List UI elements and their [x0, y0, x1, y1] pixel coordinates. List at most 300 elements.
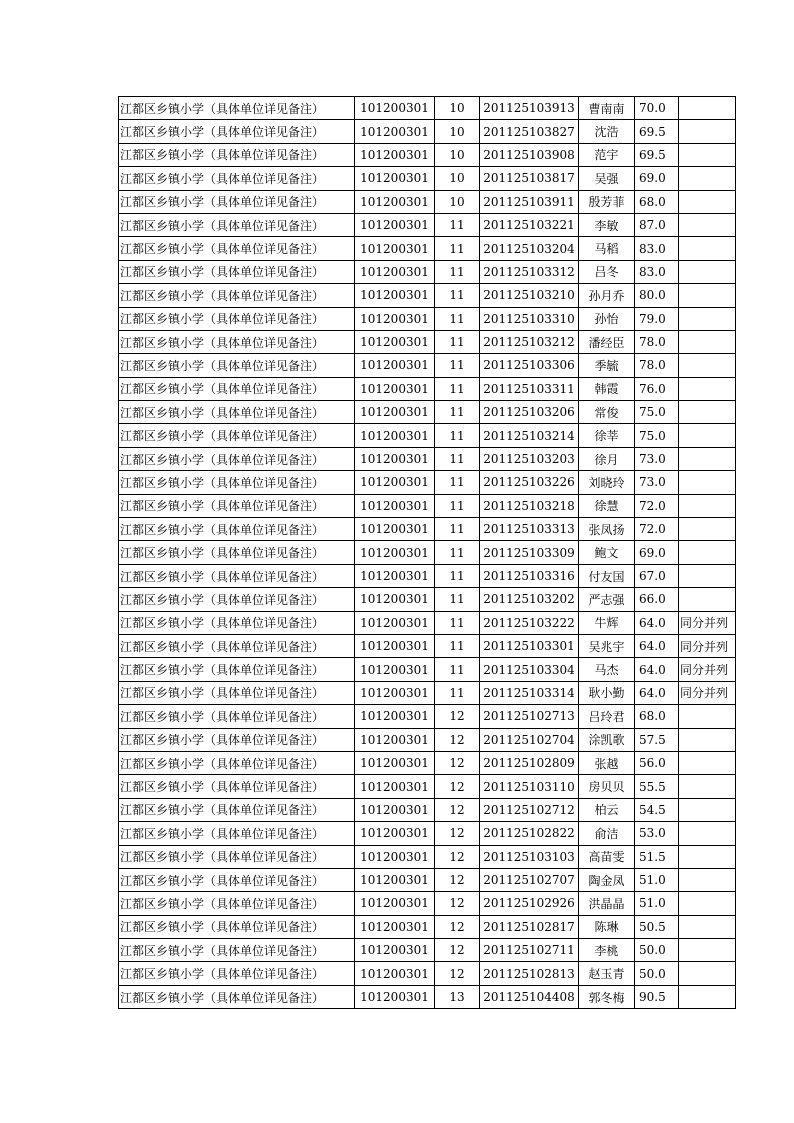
table-row: [119, 143, 736, 166]
unit-cell: 江都区乡镇小学（具体单位详见备注）: [119, 307, 355, 330]
candidate-name-cell: 陶金凤: [579, 868, 635, 891]
ticket-number-cell: 201125103316: [480, 564, 579, 587]
note-cell: [679, 494, 736, 517]
group-cell: 12: [435, 939, 480, 962]
table-row: [119, 213, 736, 236]
note-cell: [679, 892, 736, 915]
group-cell: 10: [435, 97, 480, 120]
candidate-name-cell: 耿小勤: [579, 681, 635, 704]
position-code-cell: 101200301: [355, 120, 435, 143]
group-cell: 11: [435, 564, 480, 587]
position-code-cell: 101200301: [355, 424, 435, 447]
unit-cell: 江都区乡镇小学（具体单位详见备注）: [119, 541, 355, 564]
position-code-cell: 101200301: [355, 728, 435, 751]
table-row: [119, 260, 736, 283]
note-cell: 同分并列: [679, 611, 736, 634]
score-cell: 69.0: [635, 167, 679, 190]
candidate-name-cell: 刘晓玲: [579, 471, 635, 494]
score-cell: 50.5: [635, 915, 679, 938]
note-cell: [679, 939, 736, 962]
group-cell: 11: [435, 377, 480, 400]
table-row: [119, 120, 736, 143]
score-cell: 55.5: [635, 775, 679, 798]
position-code-cell: 101200301: [355, 915, 435, 938]
unit-cell: 江都区乡镇小学（具体单位详见备注）: [119, 939, 355, 962]
group-cell: 12: [435, 962, 480, 985]
note-cell: [679, 447, 736, 470]
group-cell: 11: [435, 588, 480, 611]
ticket-number-cell: 201125103203: [480, 447, 579, 470]
ticket-number-cell: 201125103222: [480, 611, 579, 634]
score-cell: 69.5: [635, 143, 679, 166]
table-row: [119, 354, 736, 377]
candidate-name-cell: 柏云: [579, 798, 635, 821]
group-cell: 11: [435, 354, 480, 377]
table-row: [119, 424, 736, 447]
note-cell: [679, 260, 736, 283]
candidate-name-cell: 吕冬: [579, 260, 635, 283]
ticket-number-cell: 201125103110: [480, 775, 579, 798]
ticket-number-cell: 201125103214: [480, 424, 579, 447]
table-row: [119, 237, 736, 260]
candidate-name-cell: 殷芳菲: [579, 190, 635, 213]
note-cell: [679, 962, 736, 985]
position-code-cell: 101200301: [355, 775, 435, 798]
score-cell: 51.5: [635, 845, 679, 868]
ticket-number-cell: 201125102809: [480, 751, 579, 774]
ticket-number-cell: 201125103817: [480, 167, 579, 190]
score-cell: 75.0: [635, 401, 679, 424]
score-cell: 53.0: [635, 822, 679, 845]
note-cell: 同分并列: [679, 681, 736, 704]
group-cell: 10: [435, 190, 480, 213]
table-row: [119, 588, 736, 611]
score-cell: 68.0: [635, 705, 679, 728]
note-cell: [679, 237, 736, 260]
position-code-cell: 101200301: [355, 97, 435, 120]
group-cell: 12: [435, 705, 480, 728]
table-row: [119, 798, 736, 821]
note-cell: [679, 985, 736, 1008]
table-row: [119, 564, 736, 587]
candidate-name-cell: 涂凯歌: [579, 728, 635, 751]
unit-cell: 江都区乡镇小学（具体单位详见备注）: [119, 143, 355, 166]
note-cell: [679, 167, 736, 190]
position-code-cell: 101200301: [355, 868, 435, 891]
candidate-name-cell: 沈浩: [579, 120, 635, 143]
candidate-name-cell: 孙月乔: [579, 284, 635, 307]
unit-cell: 江都区乡镇小学（具体单位详见备注）: [119, 564, 355, 587]
candidate-name-cell: 张凤扬: [579, 518, 635, 541]
position-code-cell: 101200301: [355, 284, 435, 307]
table-row: [119, 401, 736, 424]
candidate-name-cell: 陈琳: [579, 915, 635, 938]
note-cell: [679, 518, 736, 541]
group-cell: 11: [435, 681, 480, 704]
ticket-number-cell: 201125103218: [480, 494, 579, 517]
position-code-cell: 101200301: [355, 471, 435, 494]
score-cell: 79.0: [635, 307, 679, 330]
position-code-cell: 101200301: [355, 213, 435, 236]
note-cell: [679, 564, 736, 587]
table-row: [119, 985, 736, 1008]
position-code-cell: 101200301: [355, 892, 435, 915]
table-row: [119, 167, 736, 190]
group-cell: 12: [435, 892, 480, 915]
ticket-number-cell: 201125102813: [480, 962, 579, 985]
position-code-cell: 101200301: [355, 751, 435, 774]
unit-cell: 江都区乡镇小学（具体单位详见备注）: [119, 330, 355, 353]
score-cell: 78.0: [635, 330, 679, 353]
position-code-cell: 101200301: [355, 541, 435, 564]
unit-cell: 江都区乡镇小学（具体单位详见备注）: [119, 962, 355, 985]
table-row: [119, 611, 736, 634]
group-cell: 11: [435, 213, 480, 236]
group-cell: 11: [435, 634, 480, 657]
ticket-number-cell: 201125102711: [480, 939, 579, 962]
unit-cell: 江都区乡镇小学（具体单位详见备注）: [119, 611, 355, 634]
unit-cell: 江都区乡镇小学（具体单位详见备注）: [119, 213, 355, 236]
position-code-cell: 101200301: [355, 822, 435, 845]
unit-cell: 江都区乡镇小学（具体单位详见备注）: [119, 260, 355, 283]
note-cell: [679, 97, 736, 120]
ticket-number-cell: 201125103827: [480, 120, 579, 143]
table-row: [119, 868, 736, 891]
ticket-number-cell: 201125103313: [480, 518, 579, 541]
note-cell: [679, 143, 736, 166]
table-row: [119, 681, 736, 704]
score-cell: 87.0: [635, 213, 679, 236]
candidate-name-cell: 潘经臣: [579, 330, 635, 353]
note-cell: [679, 798, 736, 821]
note-cell: [679, 120, 736, 143]
score-cell: 78.0: [635, 354, 679, 377]
unit-cell: 江都区乡镇小学（具体单位详见备注）: [119, 681, 355, 704]
candidate-name-cell: 高苗雯: [579, 845, 635, 868]
ticket-number-cell: 201125103210: [480, 284, 579, 307]
unit-cell: 江都区乡镇小学（具体单位详见备注）: [119, 494, 355, 517]
table-row: [119, 190, 736, 213]
note-cell: [679, 588, 736, 611]
ticket-number-cell: 201125103310: [480, 307, 579, 330]
ticket-number-cell: 201125102707: [480, 868, 579, 891]
ticket-number-cell: 201125102712: [480, 798, 579, 821]
position-code-cell: 101200301: [355, 611, 435, 634]
note-cell: [679, 213, 736, 236]
score-cell: 73.0: [635, 471, 679, 494]
ticket-number-cell: 201125103311: [480, 377, 579, 400]
table-row: [119, 634, 736, 657]
note-cell: [679, 868, 736, 891]
position-code-cell: 101200301: [355, 354, 435, 377]
candidate-name-cell: 吴兆宇: [579, 634, 635, 657]
position-code-cell: 101200301: [355, 588, 435, 611]
position-code-cell: 101200301: [355, 705, 435, 728]
table-row: [119, 915, 736, 938]
score-cell: 56.0: [635, 751, 679, 774]
note-cell: [679, 284, 736, 307]
group-cell: 11: [435, 471, 480, 494]
score-cell: 67.0: [635, 564, 679, 587]
unit-cell: 江都区乡镇小学（具体单位详见备注）: [119, 822, 355, 845]
ticket-number-cell: 201125102817: [480, 915, 579, 938]
table-row: [119, 97, 736, 120]
ticket-number-cell: 201125103221: [480, 213, 579, 236]
unit-cell: 江都区乡镇小学（具体单位详见备注）: [119, 354, 355, 377]
unit-cell: 江都区乡镇小学（具体单位详见备注）: [119, 728, 355, 751]
unit-cell: 江都区乡镇小学（具体单位详见备注）: [119, 634, 355, 657]
ticket-number-cell: 201125103206: [480, 401, 579, 424]
score-cell: 80.0: [635, 284, 679, 307]
score-cell: 69.5: [635, 120, 679, 143]
candidate-name-cell: 孙怡: [579, 307, 635, 330]
table-row: [119, 658, 736, 681]
score-cell: 64.0: [635, 634, 679, 657]
group-cell: 13: [435, 985, 480, 1008]
table-row: [119, 845, 736, 868]
candidate-name-cell: 赵玉青: [579, 962, 635, 985]
table-row: [119, 775, 736, 798]
table-row: [119, 330, 736, 353]
group-cell: 11: [435, 541, 480, 564]
score-cell: 76.0: [635, 377, 679, 400]
score-cell: 70.0: [635, 97, 679, 120]
group-cell: 11: [435, 260, 480, 283]
group-cell: 10: [435, 167, 480, 190]
note-cell: [679, 728, 736, 751]
ticket-number-cell: 201125104408: [480, 985, 579, 1008]
position-code-cell: 101200301: [355, 401, 435, 424]
position-code-cell: 101200301: [355, 962, 435, 985]
candidate-name-cell: 吴强: [579, 167, 635, 190]
unit-cell: 江都区乡镇小学（具体单位详见备注）: [119, 658, 355, 681]
candidate-name-cell: 徐慧: [579, 494, 635, 517]
score-cell: 64.0: [635, 611, 679, 634]
group-cell: 11: [435, 330, 480, 353]
score-cell: 83.0: [635, 237, 679, 260]
unit-cell: 江都区乡镇小学（具体单位详见备注）: [119, 868, 355, 891]
table-row: [119, 705, 736, 728]
note-cell: 同分并列: [679, 634, 736, 657]
candidate-name-cell: 洪晶晶: [579, 892, 635, 915]
group-cell: 12: [435, 822, 480, 845]
candidate-name-cell: 徐月: [579, 447, 635, 470]
position-code-cell: 101200301: [355, 798, 435, 821]
unit-cell: 江都区乡镇小学（具体单位详见备注）: [119, 120, 355, 143]
position-code-cell: 101200301: [355, 634, 435, 657]
score-cell: 72.0: [635, 518, 679, 541]
group-cell: 10: [435, 143, 480, 166]
position-code-cell: 101200301: [355, 330, 435, 353]
candidate-name-cell: 房贝贝: [579, 775, 635, 798]
candidate-name-cell: 徐莘: [579, 424, 635, 447]
unit-cell: 江都区乡镇小学（具体单位详见备注）: [119, 915, 355, 938]
unit-cell: 江都区乡镇小学（具体单位详见备注）: [119, 775, 355, 798]
candidate-name-cell: 季毓: [579, 354, 635, 377]
note-cell: [679, 775, 736, 798]
group-cell: 12: [435, 728, 480, 751]
results-table-body: [119, 97, 736, 1009]
score-cell: 75.0: [635, 424, 679, 447]
candidate-name-cell: 吕玲君: [579, 705, 635, 728]
position-code-cell: 101200301: [355, 143, 435, 166]
score-cell: 54.5: [635, 798, 679, 821]
table-row: [119, 447, 736, 470]
table-row: [119, 284, 736, 307]
unit-cell: 江都区乡镇小学（具体单位详见备注）: [119, 190, 355, 213]
group-cell: 11: [435, 284, 480, 307]
score-cell: 50.0: [635, 939, 679, 962]
note-cell: [679, 401, 736, 424]
ticket-number-cell: 201125102822: [480, 822, 579, 845]
note-cell: [679, 377, 736, 400]
score-cell: 66.0: [635, 588, 679, 611]
score-cell: 64.0: [635, 658, 679, 681]
note-cell: [679, 822, 736, 845]
group-cell: 12: [435, 798, 480, 821]
table-row: [119, 939, 736, 962]
score-cell: 68.0: [635, 190, 679, 213]
candidate-name-cell: 张越: [579, 751, 635, 774]
ticket-number-cell: 201125103103: [480, 845, 579, 868]
candidate-name-cell: 严志强: [579, 588, 635, 611]
unit-cell: 江都区乡镇小学（具体单位详见备注）: [119, 401, 355, 424]
note-cell: [679, 845, 736, 868]
ticket-number-cell: 201125103301: [480, 634, 579, 657]
table-row: [119, 728, 736, 751]
ticket-number-cell: 201125103226: [480, 471, 579, 494]
score-cell: 64.0: [635, 681, 679, 704]
ticket-number-cell: 201125103908: [480, 143, 579, 166]
group-cell: 10: [435, 120, 480, 143]
table-row: [119, 541, 736, 564]
position-code-cell: 101200301: [355, 377, 435, 400]
table-row: [119, 471, 736, 494]
table-row: [119, 518, 736, 541]
group-cell: 11: [435, 424, 480, 447]
position-code-cell: 101200301: [355, 985, 435, 1008]
table-row: [119, 892, 736, 915]
table-row: [119, 751, 736, 774]
note-cell: [679, 424, 736, 447]
unit-cell: 江都区乡镇小学（具体单位详见备注）: [119, 798, 355, 821]
group-cell: 11: [435, 401, 480, 424]
ticket-number-cell: 201125103212: [480, 330, 579, 353]
note-cell: [679, 190, 736, 213]
unit-cell: 江都区乡镇小学（具体单位详见备注）: [119, 985, 355, 1008]
position-code-cell: 101200301: [355, 237, 435, 260]
note-cell: [679, 471, 736, 494]
ticket-number-cell: 201125102926: [480, 892, 579, 915]
note-cell: [679, 705, 736, 728]
candidate-name-cell: 牛辉: [579, 611, 635, 634]
unit-cell: 江都区乡镇小学（具体单位详见备注）: [119, 167, 355, 190]
candidate-name-cell: 付友国: [579, 564, 635, 587]
unit-cell: 江都区乡镇小学（具体单位详见备注）: [119, 892, 355, 915]
group-cell: 11: [435, 237, 480, 260]
table-row: [119, 307, 736, 330]
score-cell: 73.0: [635, 447, 679, 470]
position-code-cell: 101200301: [355, 167, 435, 190]
note-cell: [679, 307, 736, 330]
candidate-name-cell: 李敏: [579, 213, 635, 236]
group-cell: 12: [435, 751, 480, 774]
group-cell: 12: [435, 915, 480, 938]
group-cell: 12: [435, 775, 480, 798]
ticket-number-cell: 201125103913: [480, 97, 579, 120]
candidate-name-cell: 俞洁: [579, 822, 635, 845]
results-table: [118, 96, 736, 1009]
candidate-name-cell: 李桃: [579, 939, 635, 962]
unit-cell: 江都区乡镇小学（具体单位详见备注）: [119, 377, 355, 400]
unit-cell: 江都区乡镇小学（具体单位详见备注）: [119, 424, 355, 447]
unit-cell: 江都区乡镇小学（具体单位详见备注）: [119, 518, 355, 541]
ticket-number-cell: 201125103309: [480, 541, 579, 564]
score-cell: 90.5: [635, 985, 679, 1008]
position-code-cell: 101200301: [355, 447, 435, 470]
group-cell: 11: [435, 518, 480, 541]
ticket-number-cell: 201125103304: [480, 658, 579, 681]
candidate-name-cell: 韩霞: [579, 377, 635, 400]
candidate-name-cell: 曹南南: [579, 97, 635, 120]
group-cell: 11: [435, 307, 480, 330]
table-row: [119, 962, 736, 985]
table-row: [119, 822, 736, 845]
score-cell: 72.0: [635, 494, 679, 517]
table-row: [119, 377, 736, 400]
position-code-cell: 101200301: [355, 190, 435, 213]
note-cell: [679, 541, 736, 564]
note-cell: [679, 915, 736, 938]
candidate-name-cell: 范宇: [579, 143, 635, 166]
unit-cell: 江都区乡镇小学（具体单位详见备注）: [119, 845, 355, 868]
ticket-number-cell: 201125103314: [480, 681, 579, 704]
ticket-number-cell: 201125103202: [480, 588, 579, 611]
candidate-name-cell: 马稻: [579, 237, 635, 260]
note-cell: 同分并列: [679, 658, 736, 681]
group-cell: 11: [435, 447, 480, 470]
note-cell: [679, 751, 736, 774]
note-cell: [679, 330, 736, 353]
position-code-cell: 101200301: [355, 494, 435, 517]
position-code-cell: 101200301: [355, 307, 435, 330]
unit-cell: 江都区乡镇小学（具体单位详见备注）: [119, 97, 355, 120]
unit-cell: 江都区乡镇小学（具体单位详见备注）: [119, 588, 355, 611]
ticket-number-cell: 201125103911: [480, 190, 579, 213]
position-code-cell: 101200301: [355, 518, 435, 541]
ticket-number-cell: 201125103312: [480, 260, 579, 283]
score-cell: 83.0: [635, 260, 679, 283]
unit-cell: 江都区乡镇小学（具体单位详见备注）: [119, 237, 355, 260]
position-code-cell: 101200301: [355, 939, 435, 962]
candidate-name-cell: 郭冬梅: [579, 985, 635, 1008]
unit-cell: 江都区乡镇小学（具体单位详见备注）: [119, 447, 355, 470]
score-cell: 51.0: [635, 868, 679, 891]
group-cell: 12: [435, 868, 480, 891]
group-cell: 11: [435, 494, 480, 517]
unit-cell: 江都区乡镇小学（具体单位详见备注）: [119, 471, 355, 494]
score-cell: 69.0: [635, 541, 679, 564]
position-code-cell: 101200301: [355, 564, 435, 587]
ticket-number-cell: 201125103204: [480, 237, 579, 260]
unit-cell: 江都区乡镇小学（具体单位详见备注）: [119, 751, 355, 774]
ticket-number-cell: 201125103306: [480, 354, 579, 377]
ticket-number-cell: 201125102713: [480, 705, 579, 728]
group-cell: 11: [435, 658, 480, 681]
position-code-cell: 101200301: [355, 681, 435, 704]
score-cell: 51.0: [635, 892, 679, 915]
note-cell: [679, 354, 736, 377]
